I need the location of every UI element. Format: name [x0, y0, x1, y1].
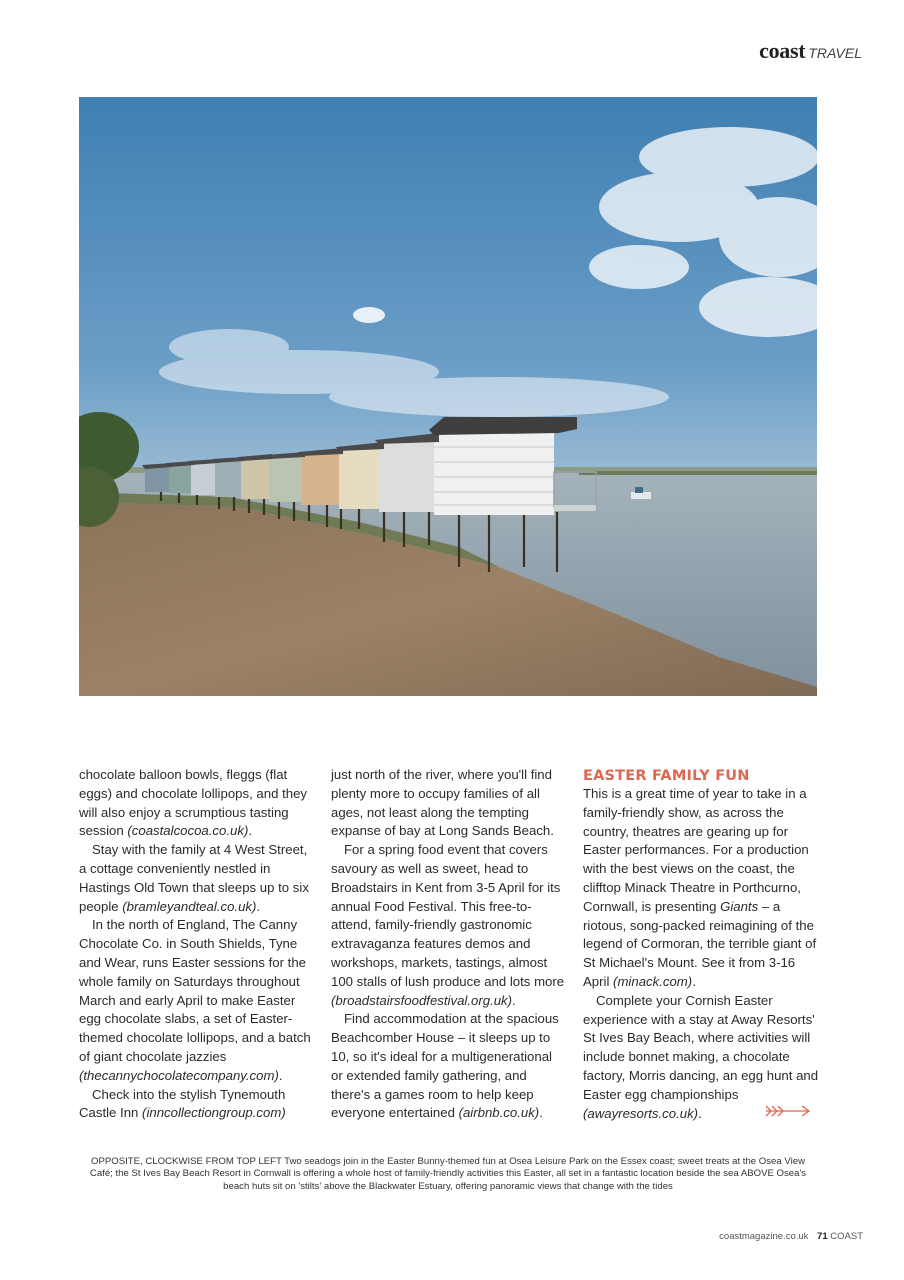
show-title: Giants — [720, 898, 759, 914]
website-link[interactable]: (thecannychocolatecompany.com) — [79, 1067, 279, 1083]
beach-huts-illustration — [79, 97, 817, 696]
website-link[interactable]: (bramleyandteal.co.uk) — [122, 898, 257, 914]
website-link[interactable]: (minack.com) — [613, 973, 693, 989]
footer-brand: COAST — [830, 1231, 863, 1242]
magazine-header — [759, 38, 862, 64]
end-of-article-arrow-icon — [762, 1103, 812, 1119]
paragraph: Stay with the family at 4 West Street, a cottage conveniently nestled in Hastings Old Town that sleeps up to six people (bramleyandteal.co.uk). — [79, 842, 309, 914]
brand-logo: coast — [759, 38, 806, 63]
website-link[interactable]: (broadstairsfoodfestival.org.uk) — [331, 992, 513, 1008]
website-link[interactable]: (coastalcocoa.co.uk) — [127, 823, 249, 839]
article-column-1 — [79, 766, 315, 1123]
paragraph: just north of the river, where you'll find plenty more to occupy families of all ages, not least along the tempting expanse of bay at Long Sands Beach. — [331, 767, 554, 839]
paragraph: For a spring food event that covers savoury as well as sweet, head to Broadstairs in Kent from 3-5 April for its annual Food Festival. This free-to-attend, family-friendly gastronomic extravaganza features demos and workshops, markets, tastings, almost 100 stalls of lush produce and lots more (broadstairsfoodfestival.org.uk). — [331, 842, 565, 1008]
article-column-2 — [331, 766, 567, 1123]
section-heading: EASTER FAMILY FUN — [583, 768, 750, 784]
page-number: 71 — [817, 1231, 828, 1242]
article-column-3 — [583, 766, 819, 1123]
website-link[interactable]: (inncollectiongroup.com) — [142, 1105, 286, 1121]
section-label: TRAVEL — [808, 45, 862, 61]
website-url[interactable]: coastmagazine.co.uk — [719, 1231, 809, 1242]
beach-huts-photo — [79, 97, 817, 696]
paragraph: This is a great time of year to take in a family-friendly show, as across the country, theatres are gearing up for Easter performances. For a production with the best views on the coast, the clifftop Minack Theatre in Porthcurno, Cornwall, is presenting Giants – a riotous, song-packed reimagining of the legend of Cormoran, the terrible giant of St Michael's Mount. See it from 3-16 April (minack.com). — [583, 786, 817, 989]
website-link[interactable]: (airbnb.co.uk) — [458, 1105, 540, 1121]
website-link[interactable]: (awayresorts.co.uk) — [583, 1105, 699, 1121]
paragraph: chocolate balloon bowls, fleggs (flat eggs) and chocolate lollipops, and they will also enjoy a scrumptious tasting session (coastalcocoa.co.uk). — [79, 767, 308, 839]
paragraph: Find accommodation at the spacious Beachcomber House – it sleeps up to 10, so it's ideal for a multigenerational or extended family gathering, and there's a games room to help keep everyone entertained (airbnb.co.uk). — [331, 1011, 559, 1121]
paragraph: Complete your Cornish Easter experience with a stay at Away Resorts' St Ives Bay Beach, where activities will include bonnet making, a chocolate factory, Morris dancing, an egg hunt and Easter egg championships (awayresorts.co.uk). — [583, 992, 819, 1121]
paragraph: Check into the stylish Tynemouth Castle Inn (inncollectiongroup.com) — [79, 1086, 286, 1121]
page-footer — [719, 1231, 863, 1242]
photo-caption: OPPOSITE, CLOCKWISE FROM TOP LEFT Two seadogs join in the Easter Bunny-themed fun at Osea Leisure Park on the Essex coast; sweet treats at the Osea View Café; the St Ives Bay Beach Resort in Cornwall is offering a whole host of family-friendly activities this Easter, all set in a fantastic location beside the sea ABOVE Osea's beach huts sit on 'stilts' above the Blackwater Estuary, offering panoramic views that change with the tides — [89, 1156, 807, 1192]
paragraph: In the north of England, The Canny Chocolate Co. in South Shields, Tyne and Wear, runs Easter sessions for the whole family on Saturdays throughout March and early April to make Easter egg chocolate slabs, a set of Easter-themed chocolate lollipops, and a batch of giant chocolate jazzies (thecannychocolatecompany.com). — [79, 917, 311, 1083]
